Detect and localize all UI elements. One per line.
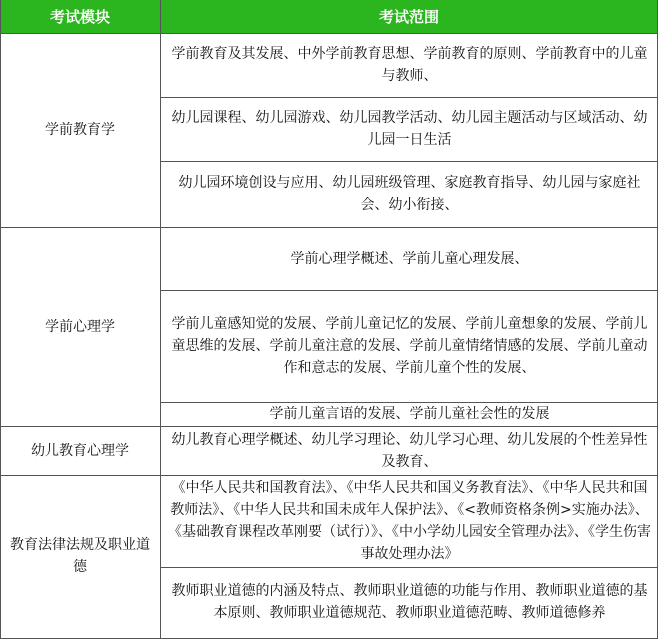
scope-cell: 幼儿教育心理学概述、幼儿学习理论、幼儿学习心理、幼儿发展的个性差异性及教育、 xyxy=(171,431,648,470)
module-cell: 学前心理学 xyxy=(45,318,115,335)
module-cell: 学前教育学 xyxy=(45,122,115,138)
scope-cell: 幼儿园课程、幼儿园游戏、幼儿园教学活动、幼儿园主题活动与区域活动、幼儿园一日生活 xyxy=(171,110,648,148)
grid-line xyxy=(160,567,658,568)
grid-line xyxy=(160,97,658,98)
header-scope: 考试范围 xyxy=(160,0,658,33)
module-cell: 教育法律法规及职业道德 xyxy=(10,537,150,575)
grid-line xyxy=(160,0,161,639)
grid-line xyxy=(0,475,658,476)
grid-line xyxy=(0,33,658,34)
grid-line xyxy=(0,0,1,639)
header-module: 考试模块 xyxy=(0,0,160,33)
module-cell: 幼儿教育心理学 xyxy=(31,442,129,459)
grid-line xyxy=(160,290,658,291)
scope-cell: 学前儿童感知觉的发展、学前儿童记忆的发展、学前儿童想象的发展、学前儿童思维的发展、学前儿童注意的发展、学前儿童情绪情感的发展、学前儿童动作和意志的发展、学前儿童个性的发展、 xyxy=(171,316,648,376)
scope-cell: 幼儿园环境创设与应用、幼儿园班级管理、家庭教育指导、幼儿园与家庭社会、幼小衔接、 xyxy=(178,175,641,213)
scope-cell: 学前儿童言语的发展、学前儿童社会性的发展 xyxy=(269,406,550,422)
grid-line xyxy=(0,426,658,427)
scope-cell: 学前心理学概述、学前儿童心理发展、 xyxy=(290,250,529,267)
scope-cell: 《中华人民共和国教育法》、《中华人民共和国义务教育法》、《中华人民共和国教师法》、《中华人民共和国未成年人保护法》、《<教师资格条例>实施办法》、《基础教育课程改革刚要（试行）》、《中小学幼儿园安全管理办法》、《学生伤害事故处理办法》 xyxy=(168,480,651,562)
scope-cell: 教师职业道德的内涵及特点、教师职业道德的功能与作用、教师职业道德的基本原则、教师职业道德规范、教师职业道德范畴、教师道德修养 xyxy=(171,583,648,621)
grid-line xyxy=(160,161,658,162)
scope-cell: 学前教育及其发展、中外学前教育思想、学前教育的原则、学前教育中的儿童与教师、 xyxy=(171,46,648,84)
grid-line xyxy=(160,402,658,403)
grid-line xyxy=(0,227,658,228)
